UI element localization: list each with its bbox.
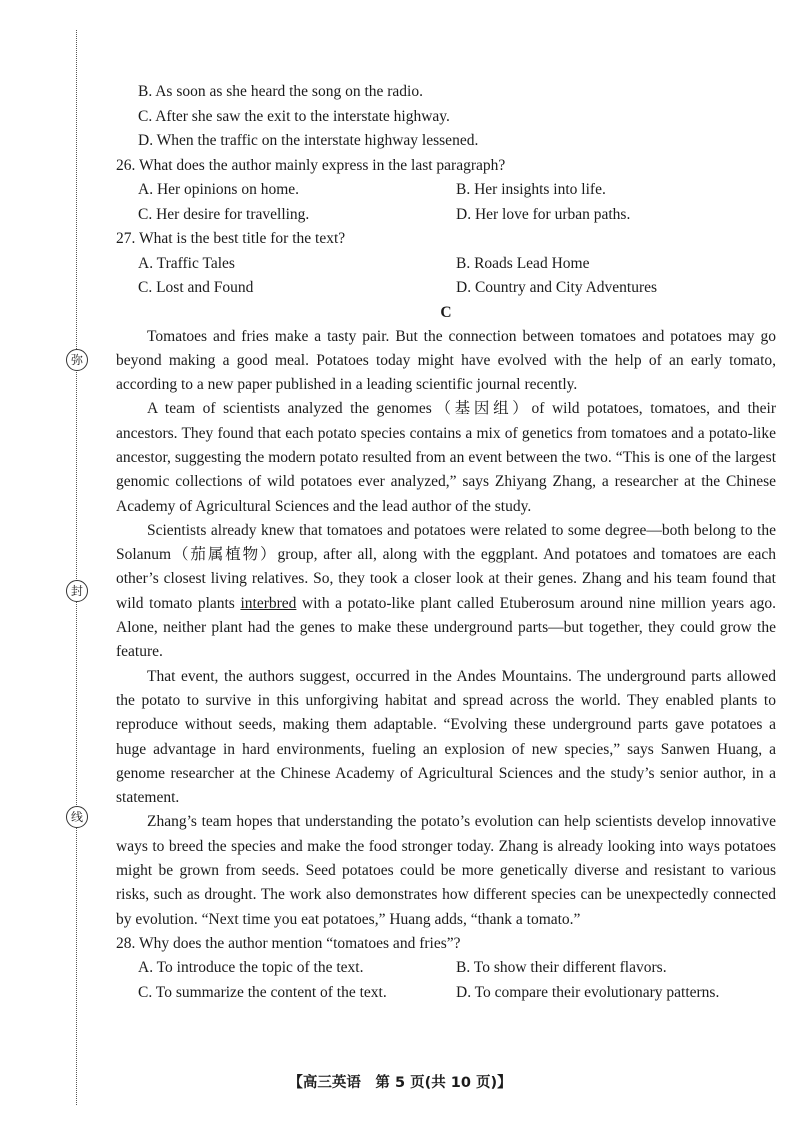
binding-dotted-line — [76, 30, 77, 1105]
q26-option-d: D. Her love for urban paths. — [456, 205, 631, 223]
passage-paragraph-2: A team of scientists analyzed the genomes（基因组）of wild potatoes, tomatoes, and their ancestors. They found that each potato species contains a mix of genetics from tomatoes and a potato-like ancestor, suggesting the modern potato resulted from an event between the two. “This is one of the largest genomic collections of wild potatoes ever analyzed,” says Zhiyang Zhang, a researcher at the Chinese Academy of Agricultural Sciences and the lead author of the study. — [116, 400, 776, 515]
q27-option-d: D. Country and City Adventures — [456, 279, 658, 296]
passage-paragraph-1: Tomatoes and fries make a tasty pair. But the connection between tomatoes and potatoes may go beyond making a good meal. Potatoes today might have evolved with the help of an early tomato, according to a new paper published in a leading scientific journal recently. — [116, 327, 776, 394]
q26-stem: 26. What does the author mainly express in the last paragraph? — [116, 156, 506, 174]
passage-paragraph-5: Zhang’s team hopes that understanding the potato’s evolution can help scientists develop innovative ways to breed the species and make the food stronger today. Zhang is already looking into ways potatoes might be grown from seeds. Seed potatoes could be more genetically diverse and resistant to various risks, such as drought. The work also demonstrates how different species can be unexpectedly connected by evolution. “Next time you eat potatoes,” Huang adds, “thank a tomato.” — [116, 813, 776, 928]
q27-option-a: A. Traffic Tales — [138, 254, 235, 272]
q27-option-b: B. Roads Lead Home — [456, 254, 590, 272]
q28-option-c: C. To summarize the content of the text. — [138, 983, 387, 1001]
q25-option-b: B. As soon as she heard the song on the radio. — [138, 83, 423, 100]
binding-mark-feng: 封 — [66, 580, 88, 602]
q27-stem: 27. What is the best title for the text? — [116, 230, 346, 247]
page-content — [116, 80, 776, 1005]
q28-option-d: D. To compare their evolutionary patterns. — [456, 983, 720, 1001]
binding-mark-mi: 弥 — [66, 349, 88, 371]
q26-option-a: A. Her opinions on home. — [138, 181, 300, 198]
q26-options-row-2 — [116, 203, 776, 228]
passage-paragraph-3 — [116, 519, 776, 665]
q27-options-row-1 — [116, 252, 776, 277]
passage-paragraph-4: That event, the authors suggest, occurred in the Andes Mountains. The underground parts allowed the potato to survive in this unforgiving habitat and spread across the world. They enabled plants to reproduce without seeds, making them adaptable. “Evolving these underground parts gave potatoes a huge advantage in hard environments, fueling an explosion of new species,” says Sanwen Huang, a genome researcher at the Chinese Academy of Agricultural Sciences and the study’s senior author, in a statement. — [116, 667, 776, 807]
q28-options-row-1 — [116, 956, 776, 981]
q28-option-a: A. To introduce the topic of the text. — [138, 959, 364, 977]
paragraph-3-text-start: Scientists already knew that tomatoes and potatoes were related to some degree—both belong to the Solanum（茄属植物）group, after all, along with the eggplant. And potatoes and tomatoes are each other’s closest living relatives. So, they took a closer look at their genes. Zhang and his team found that wild tomato plants — [116, 521, 776, 612]
q28-stem: 28. Why does the author mention “tomatoes and fries”? — [116, 934, 461, 952]
q28-option-b: B. To show their different flavors. — [456, 959, 667, 977]
section-heading: C — [440, 303, 452, 321]
q25-option-d: D. When the traffic on the interstate highway lessened. — [138, 132, 479, 149]
underlined-word-interbred: interbred — [240, 594, 297, 612]
q28-options-row-2 — [116, 981, 776, 1006]
q27-options-row-2 — [116, 276, 776, 301]
page-footer: 【高三英语 第 5 页(共 10 页)】 — [288, 1075, 512, 1091]
q25-option-c: C. After she saw the exit to the interstate highway. — [138, 107, 450, 125]
q26-options-row-1 — [116, 178, 776, 203]
binding-mark-xian: 线 — [66, 806, 88, 828]
q26-option-c: C. Her desire for travelling. — [138, 205, 310, 223]
q27-option-c: C. Lost and Found — [138, 279, 254, 296]
paragraph-3-text-end: with a potato-like plant called Etuberosum around nine million years ago. Alone, neither plant had the genes to make these underground parts—but together, they could grow the feature. — [116, 594, 776, 661]
q26-option-b: B. Her insights into life. — [456, 181, 606, 198]
